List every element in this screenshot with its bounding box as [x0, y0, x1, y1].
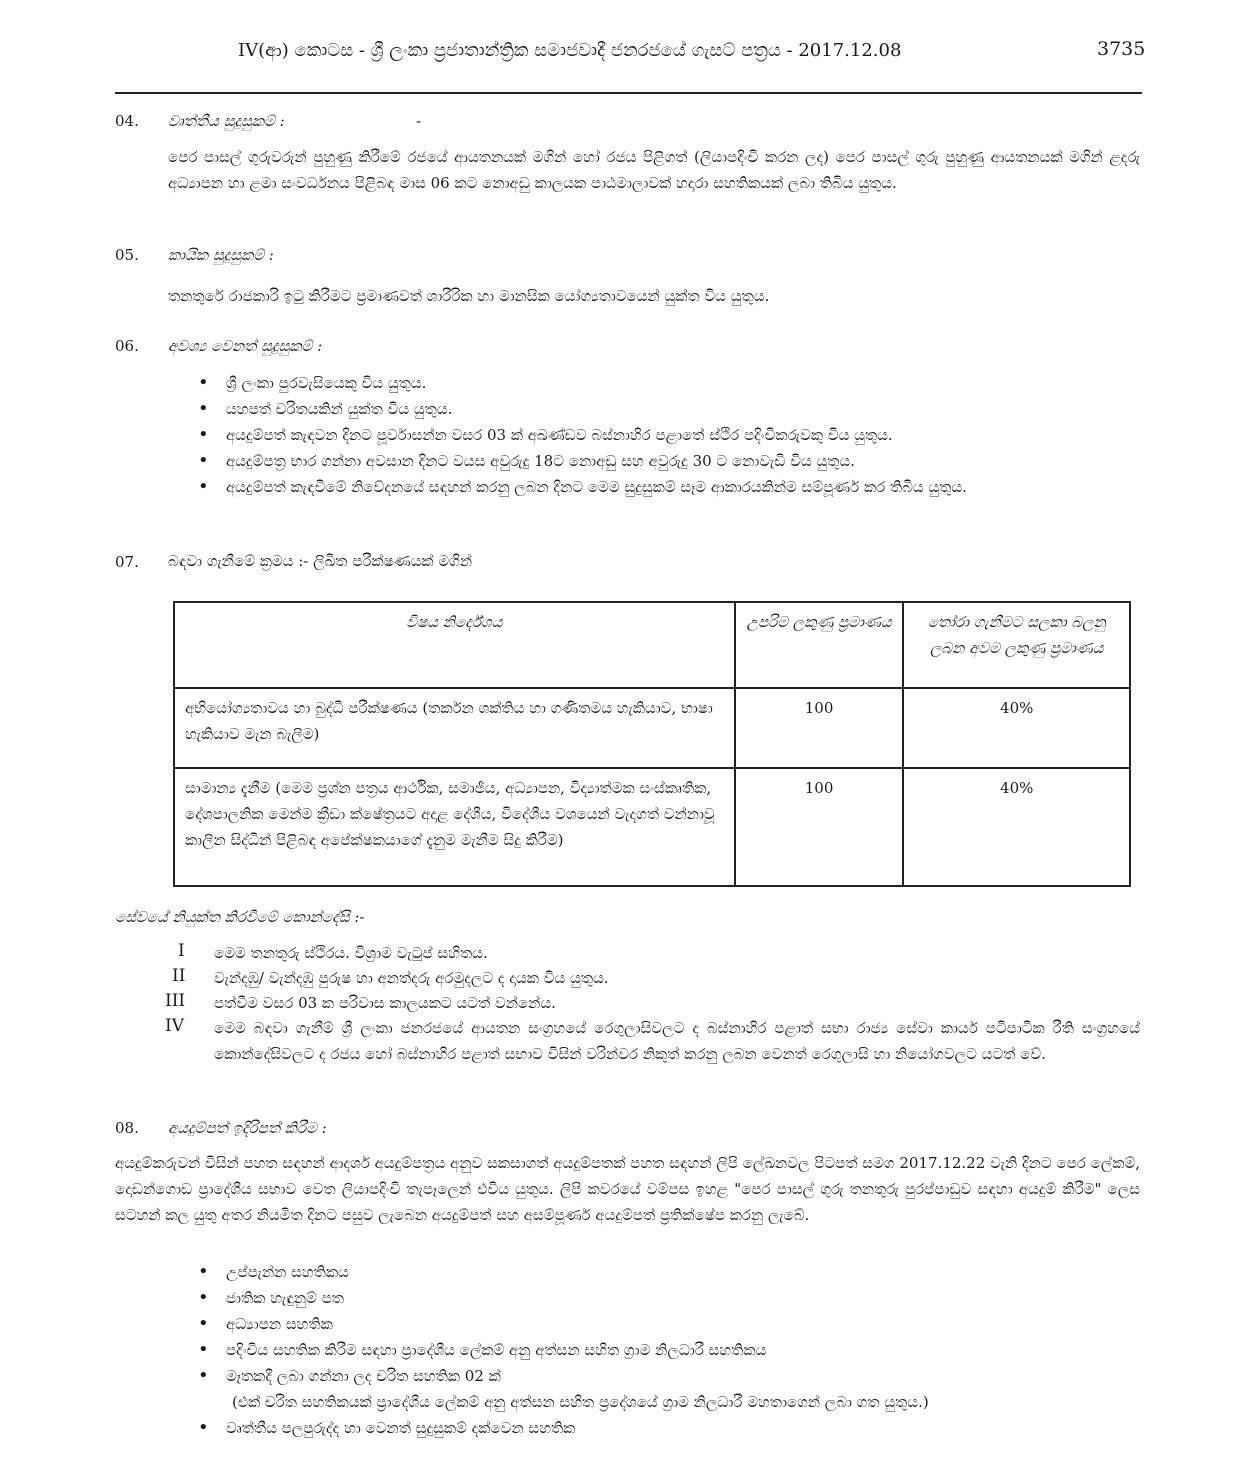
- section-07-title: බඳවා ගැනීමේ ක්‍රමය :- ලිඛිත පරීක්ෂණයක් මගින්: [168, 552, 473, 570]
- section-04-number: 04.: [115, 112, 139, 130]
- section-06-list: [198, 370, 1140, 500]
- bullet-icon: •: [198, 1339, 209, 1360]
- section-08-text: අයදුම්කරුවන් විසින් පහත සඳහන් ආදර්ශ අයදුම්පත්‍රය අනුව සකසාගත් අයදුම්පතක් පහත සඳහන් ලිපි ලේඛනවල පිටපත් සමග 2017.12.22 වැනි දිනට පෙර ලේකම්, දොඩන්ගොඩ ප්‍රාදේශීය සභාව වෙත ලියාපදිංචි තැපෑලෙන් එවිය යුතුය. ලිපි කවරයේ වම්පස ඉහළ "පෙර පාසල් ගුරු තනතුරු පුරප්පාඩුව සඳහා අයදුම් කිරීම" ලෙස සටහන් කල යුතු අතර නියමිත දිනට පසුව ලැබෙන අයදුම්පත් සහ අසම්පූර්ණ අයදුම්පත් ප්‍රතික්ෂේප කරනු ලැබේ.: [115, 1154, 1140, 1224]
- list-item: • පදිංචිය සහතික කිරීම සඳහා ප්‍රාදේශීය ලේකම් අනු අත්සන සහිත ග්‍රාම නිලධාරී සහතිකය: [198, 1337, 1140, 1363]
- list-item: • අයදුම්පත් කැඳවන දිනට පූර්වාසන්න වසර 03 ක් අඛණ්ඩව බස්නාහිර පළාතේ ස්ථිර පදිංචිකරුවකු විය යුතුය.: [198, 422, 1140, 448]
- section-04-title: වෘත්තීය සුදුසුකම් :: [168, 112, 285, 130]
- header-rule: [115, 92, 1142, 94]
- list-item: • අයදුම්පත්‍ර භාර ගන්නා අවසාන දිනට වයස අවුරුදු 18ට නොඅඩු සහ අවුරුදු 30 ට නොවැඩි විය යුතුය.: [198, 448, 1140, 474]
- section-08-title: අයදුම්පත් ඉදිරිපත් කිරීම :: [168, 1119, 327, 1137]
- row-subject: අභියෝග්‍යතාවය හා බුද්ධි පරීක්ෂණය (තර්කන ශක්තිය හා ගණිතමය හැකියාව, භාෂා හැකියාව මැන බැලීම): [174, 688, 735, 768]
- bullet-icon: •: [198, 476, 209, 497]
- row-max-marks: 100: [735, 768, 904, 886]
- bullet-icon: •: [198, 398, 209, 419]
- section-08-list: [198, 1259, 1140, 1441]
- list-item: • උප්පැන්න සහතිකය: [198, 1259, 1140, 1285]
- list-note: (එක් චරිත සහතිකයක් ප්‍රාදේශීය ලේකම් අනු අත්සන සහිත ප්‍රදේශයේ ග්‍රාම නිලධාරී මහතාගෙන් ලබා ගත යුතුය.): [232, 1393, 929, 1411]
- row-subject: සාමාන්‍ය දැනීම (මෙම ප්‍රශ්න පත්‍රය ආර්ථික, සමාජීය, අධ්‍යාපන, විද්‍යාත්මක සංස්කෘතික, දේශපාලනික මෙන්ම ක්‍රීඩා ක්ෂේත්‍රයට අදාළ දේශීය, විදේශීය වශයෙන් වැදගත් වන්නාවූ කාලීන සිද්ධීන් පිළිබඳ අපේක්ෂකයාගේ දැනුම මැනීම සිදු කිරීම): [174, 768, 735, 886]
- list-item: • ශ්‍රී ලංකා පුරවැසියෙකු විය යුතුය.: [198, 370, 1140, 396]
- bullet-icon: •: [198, 372, 209, 393]
- condition-text: මෙම තනතුරු ස්ථිරය. විශ්‍රාම වැටුප් සහිතය.: [214, 944, 488, 962]
- bullet-icon: •: [198, 1417, 209, 1438]
- bullet-icon: •: [198, 1313, 209, 1334]
- bullet-icon: •: [198, 1261, 209, 1282]
- section-06-number: 06.: [115, 337, 139, 355]
- condition-numeral: IV: [165, 1016, 184, 1036]
- condition-text: මෙම බඳවා ගැනීම් ශ්‍රී ලංකා ජනරජයේ ආයතන සංග්‍රහයේ රෙගුලාසිවලට ද බස්නාහිර පළාත් සභා රාජ්‍ය සේවා කාර්ය පටිපාටික රීති සංග්‍රහයේ කොන්දේසිවලට ද රජය හෝ බස්නාහිර පළාත් සභාව විසින් වරින්වර නිකුත් කරනු ලබන වෙනත් රෙගුලාසි හා නියෝගවලට යටත් වේ.: [214, 1019, 1140, 1063]
- marks-table: [173, 601, 1131, 887]
- section-05-title: කායික සුදුසුකම් :: [168, 246, 274, 264]
- bullet-icon: •: [198, 1287, 209, 1308]
- section-05-number: 05.: [115, 246, 139, 264]
- row-min-marks: 40%: [903, 768, 1130, 886]
- bullet-icon: •: [198, 424, 209, 445]
- bullet-icon: •: [198, 1365, 209, 1386]
- list-item: • යහපත් චරිතයකින් යුක්ත විය යුතුය.: [198, 396, 1140, 422]
- list-item: • මෑතකදී ලබා ගන්නා ලද චරිත සහතික 02 ක්: [198, 1363, 1140, 1389]
- table-row: [174, 768, 1130, 886]
- list-item: • අධ්‍යාපන සහතික: [198, 1311, 1140, 1337]
- section-06-title: අවශ්‍ය වෙනත් සුදුසුකම් :: [168, 337, 323, 355]
- bullet-icon: •: [198, 450, 209, 471]
- header-min-marks: තෝරා ගැනීමට සලකා බලනු ලබන අවම ලකුණු ප්‍රමාණය: [903, 602, 1130, 688]
- list-item: • අයදුම්පත් කැඳවීමේ නිවේදනයේ සඳහන් කරනු ලබන දිනට මෙම සුදුසුකම් සෑම ආකාරයකින්ම සම්පූර්ණ කර තිබිය යුතුය.: [198, 474, 1140, 500]
- section-08-number: 08.: [115, 1119, 139, 1137]
- page-header-title: IV(ආ) කොටස - ශ්‍රී ලංකා ප්‍රජාතාන්ත්‍රික සමාජවාදී ජනරජයේ ගැසට් පත්‍රය - 2017.12.08: [238, 40, 902, 61]
- page-number: 3735: [1097, 38, 1146, 60]
- condition-numeral: III: [165, 991, 186, 1011]
- row-min-marks: 40%: [903, 688, 1130, 768]
- condition-numeral: II: [172, 966, 186, 986]
- header-max-marks: උපරිම ලකුණු ප්‍රමාණය: [735, 602, 904, 688]
- section-04-text: පෙර පාසල් ගුරුවරුන් පුහුණු කිරීමේ රජයේ ආයතනයක් මගින් හෝ රජය පිළිගත් (ලියාපදිංචි කරන ලද) පෙර පාසල් ගුරු පුහුණු ආයතනයක් මගින් ළදරු අධ්‍යාපන හා ළමා සංවර්ධනය පිළිබඳ මාස 06 කට නොඅඩු කාලයක පාඨමාලාවක් හදාරා සහතිකයක් ලබා තිබිය යුතුය.: [168, 148, 1140, 192]
- header-subject: විෂය නිර්දේශය: [174, 602, 735, 688]
- condition-text: වැන්දඹු/ වැන්දඹු පුරුෂ හා අනත්දරු අරමුදලට ද දායක විය යුතුය.: [214, 969, 609, 987]
- section-05-text: තනතුරේ රාජකාරි ඉටු කිරීමට ප්‍රමාණවත් ශාරීරික හා මානසික යෝග්‍යතාවයෙන් යුක්ත විය යුතුය.: [168, 287, 770, 305]
- condition-text: පත්වීම වසර 03 ක පරිවාස කාලයකට යටත් වන්නේය.: [214, 994, 556, 1012]
- section-07-number: 07.: [115, 553, 139, 571]
- conditions-title: සේවයේ නියුක්ත කිරවීමේ කොන්දේසි :-: [115, 908, 365, 926]
- table-header-row: [174, 602, 1130, 688]
- table-row: [174, 688, 1130, 768]
- condition-numeral: I: [178, 941, 185, 961]
- section-04-dash: -: [416, 112, 422, 130]
- list-item: • වෘත්තීය පලපුරුද්ද හා වෙනත් සුදුසුකම් දක්වෙන සහතික: [198, 1415, 1140, 1441]
- row-max-marks: 100: [735, 688, 904, 768]
- list-item: • ජාතික හැඳුනුම් පත: [198, 1285, 1140, 1311]
